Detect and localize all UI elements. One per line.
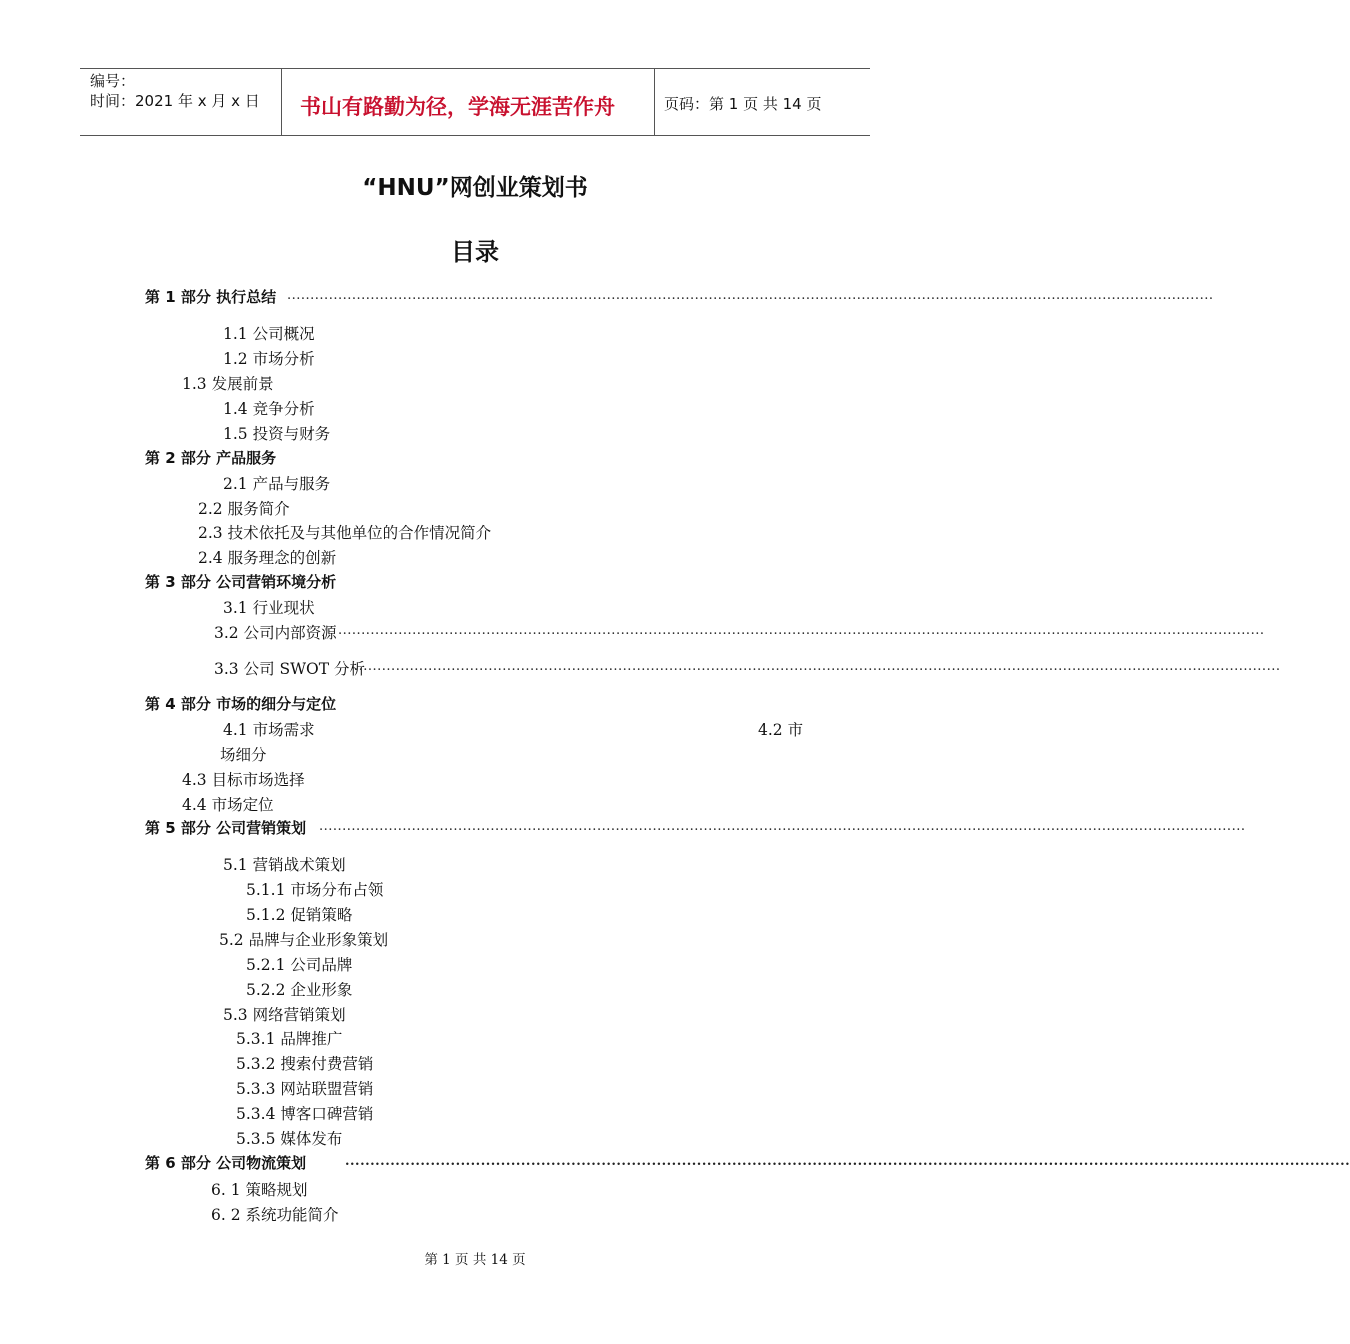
toc-entry-5-2: 5.2 品牌与企业形象策划	[219, 931, 389, 949]
toc-entry-5-1-1: 5.1.1 市场分布占领	[246, 881, 384, 899]
toc-entry-5-3-4: 5.3.4 博客口碑营销	[236, 1105, 374, 1123]
toc-entry-5-3-2: 5.3.2 搜索付费营销	[236, 1055, 374, 1073]
toc-entry-5-2-1: 5.2.1 公司品牌	[246, 956, 353, 974]
header-divider-right	[654, 68, 655, 136]
toc-entry-2-4: 2.4 服务理念的创新	[198, 549, 337, 567]
toc-entry-5-3-3: 5.3.3 网站联盟营销	[236, 1080, 374, 1098]
doc-number-label: 编号：	[90, 72, 136, 90]
toc-entry-4-2-part-b: 场细分	[220, 746, 267, 764]
toc-entry-5-1: 5.1 营销战术策划	[223, 856, 346, 874]
toc-entry-3-1: 3.1 行业现状	[223, 599, 315, 617]
toc-entry-5-1-2: 5.1.2 促销策略	[246, 906, 353, 924]
header-bottom-rule	[80, 135, 870, 136]
header-divider-left	[281, 68, 282, 136]
toc-entry-4-2-part-a: 4.2 市	[758, 721, 804, 739]
toc-entry-2-3: 2.3 技术依托及与其他单位的合作情况简介	[198, 524, 492, 542]
toc-leader-dots: ........................................................................................................................................................................................................	[354, 659, 1281, 674]
toc-leader-dots: ........................................................................................................................................................................................................	[287, 288, 1214, 303]
toc-entry-1-2: 1.2 市场分析	[223, 350, 315, 368]
toc-entry-1-1: 1.1 公司概况	[223, 325, 315, 343]
header-motto: 书山有路勤为径，学海无涯苦作舟	[300, 95, 615, 119]
toc-part-6: 第 6 部分 公司物流策划	[145, 1154, 307, 1172]
toc-entry-4-1: 4.1 市场需求	[223, 721, 315, 739]
toc-leader-dots: ........................................................................................................................................................................................................	[319, 819, 1246, 834]
toc-entry-1-4: 1.4 竞争分析	[223, 400, 315, 418]
toc-entry-3-2: 3.2 公司内部资源	[214, 624, 337, 642]
toc-entry-4-3: 4.3 目标市场选择	[182, 771, 305, 789]
toc-leader-dots: ........................................................................................................................................................................................................	[345, 1154, 1350, 1169]
header-top-rule	[80, 68, 870, 69]
toc-entry-2-1: 2.1 产品与服务	[223, 475, 331, 493]
toc-part-1: 第 1 部分 执行总结	[145, 288, 277, 306]
toc-entry-1-5: 1.5 投资与财务	[223, 425, 331, 443]
toc-entry-3-3: 3.3 公司 SWOT 分析	[214, 660, 366, 678]
toc-entry-2-2: 2.2 服务简介	[198, 500, 290, 518]
header-page-info: 页码：第 1 页 共 14 页	[664, 95, 822, 113]
toc-part-5: 第 5 部分 公司营销策划	[145, 819, 307, 837]
toc-part-2: 第 2 部分 产品服务	[145, 449, 277, 467]
toc-entry-4-4: 4.4 市场定位	[182, 796, 274, 814]
toc-entry-1-3: 1.3 发展前景	[182, 375, 274, 393]
toc-title: 目录	[451, 238, 499, 266]
document-title: “HNU”网创业策划书	[362, 175, 588, 201]
toc-part-4: 第 4 部分 市场的细分与定位	[145, 695, 337, 713]
page-footer: 第 1 页 共 14 页	[424, 1252, 526, 1268]
toc-entry-6-1: 6. 1 策略规划	[211, 1181, 308, 1199]
doc-time-label: 时间：2021 年 x 月 x 日	[90, 92, 260, 110]
toc-entry-5-3: 5.3 网络营销策划	[223, 1006, 346, 1024]
toc-entry-5-3-5: 5.3.5 媒体发布	[236, 1130, 343, 1148]
toc-entry-5-3-1: 5.3.1 品牌推广	[236, 1030, 343, 1048]
toc-entry-5-2-2: 5.2.2 企业形象	[246, 981, 353, 999]
toc-entry-6-2: 6. 2 系统功能简介	[211, 1206, 339, 1224]
toc-leader-dots: ........................................................................................................................................................................................................	[338, 623, 1265, 638]
toc-part-3: 第 3 部分 公司营销环境分析	[145, 573, 337, 591]
